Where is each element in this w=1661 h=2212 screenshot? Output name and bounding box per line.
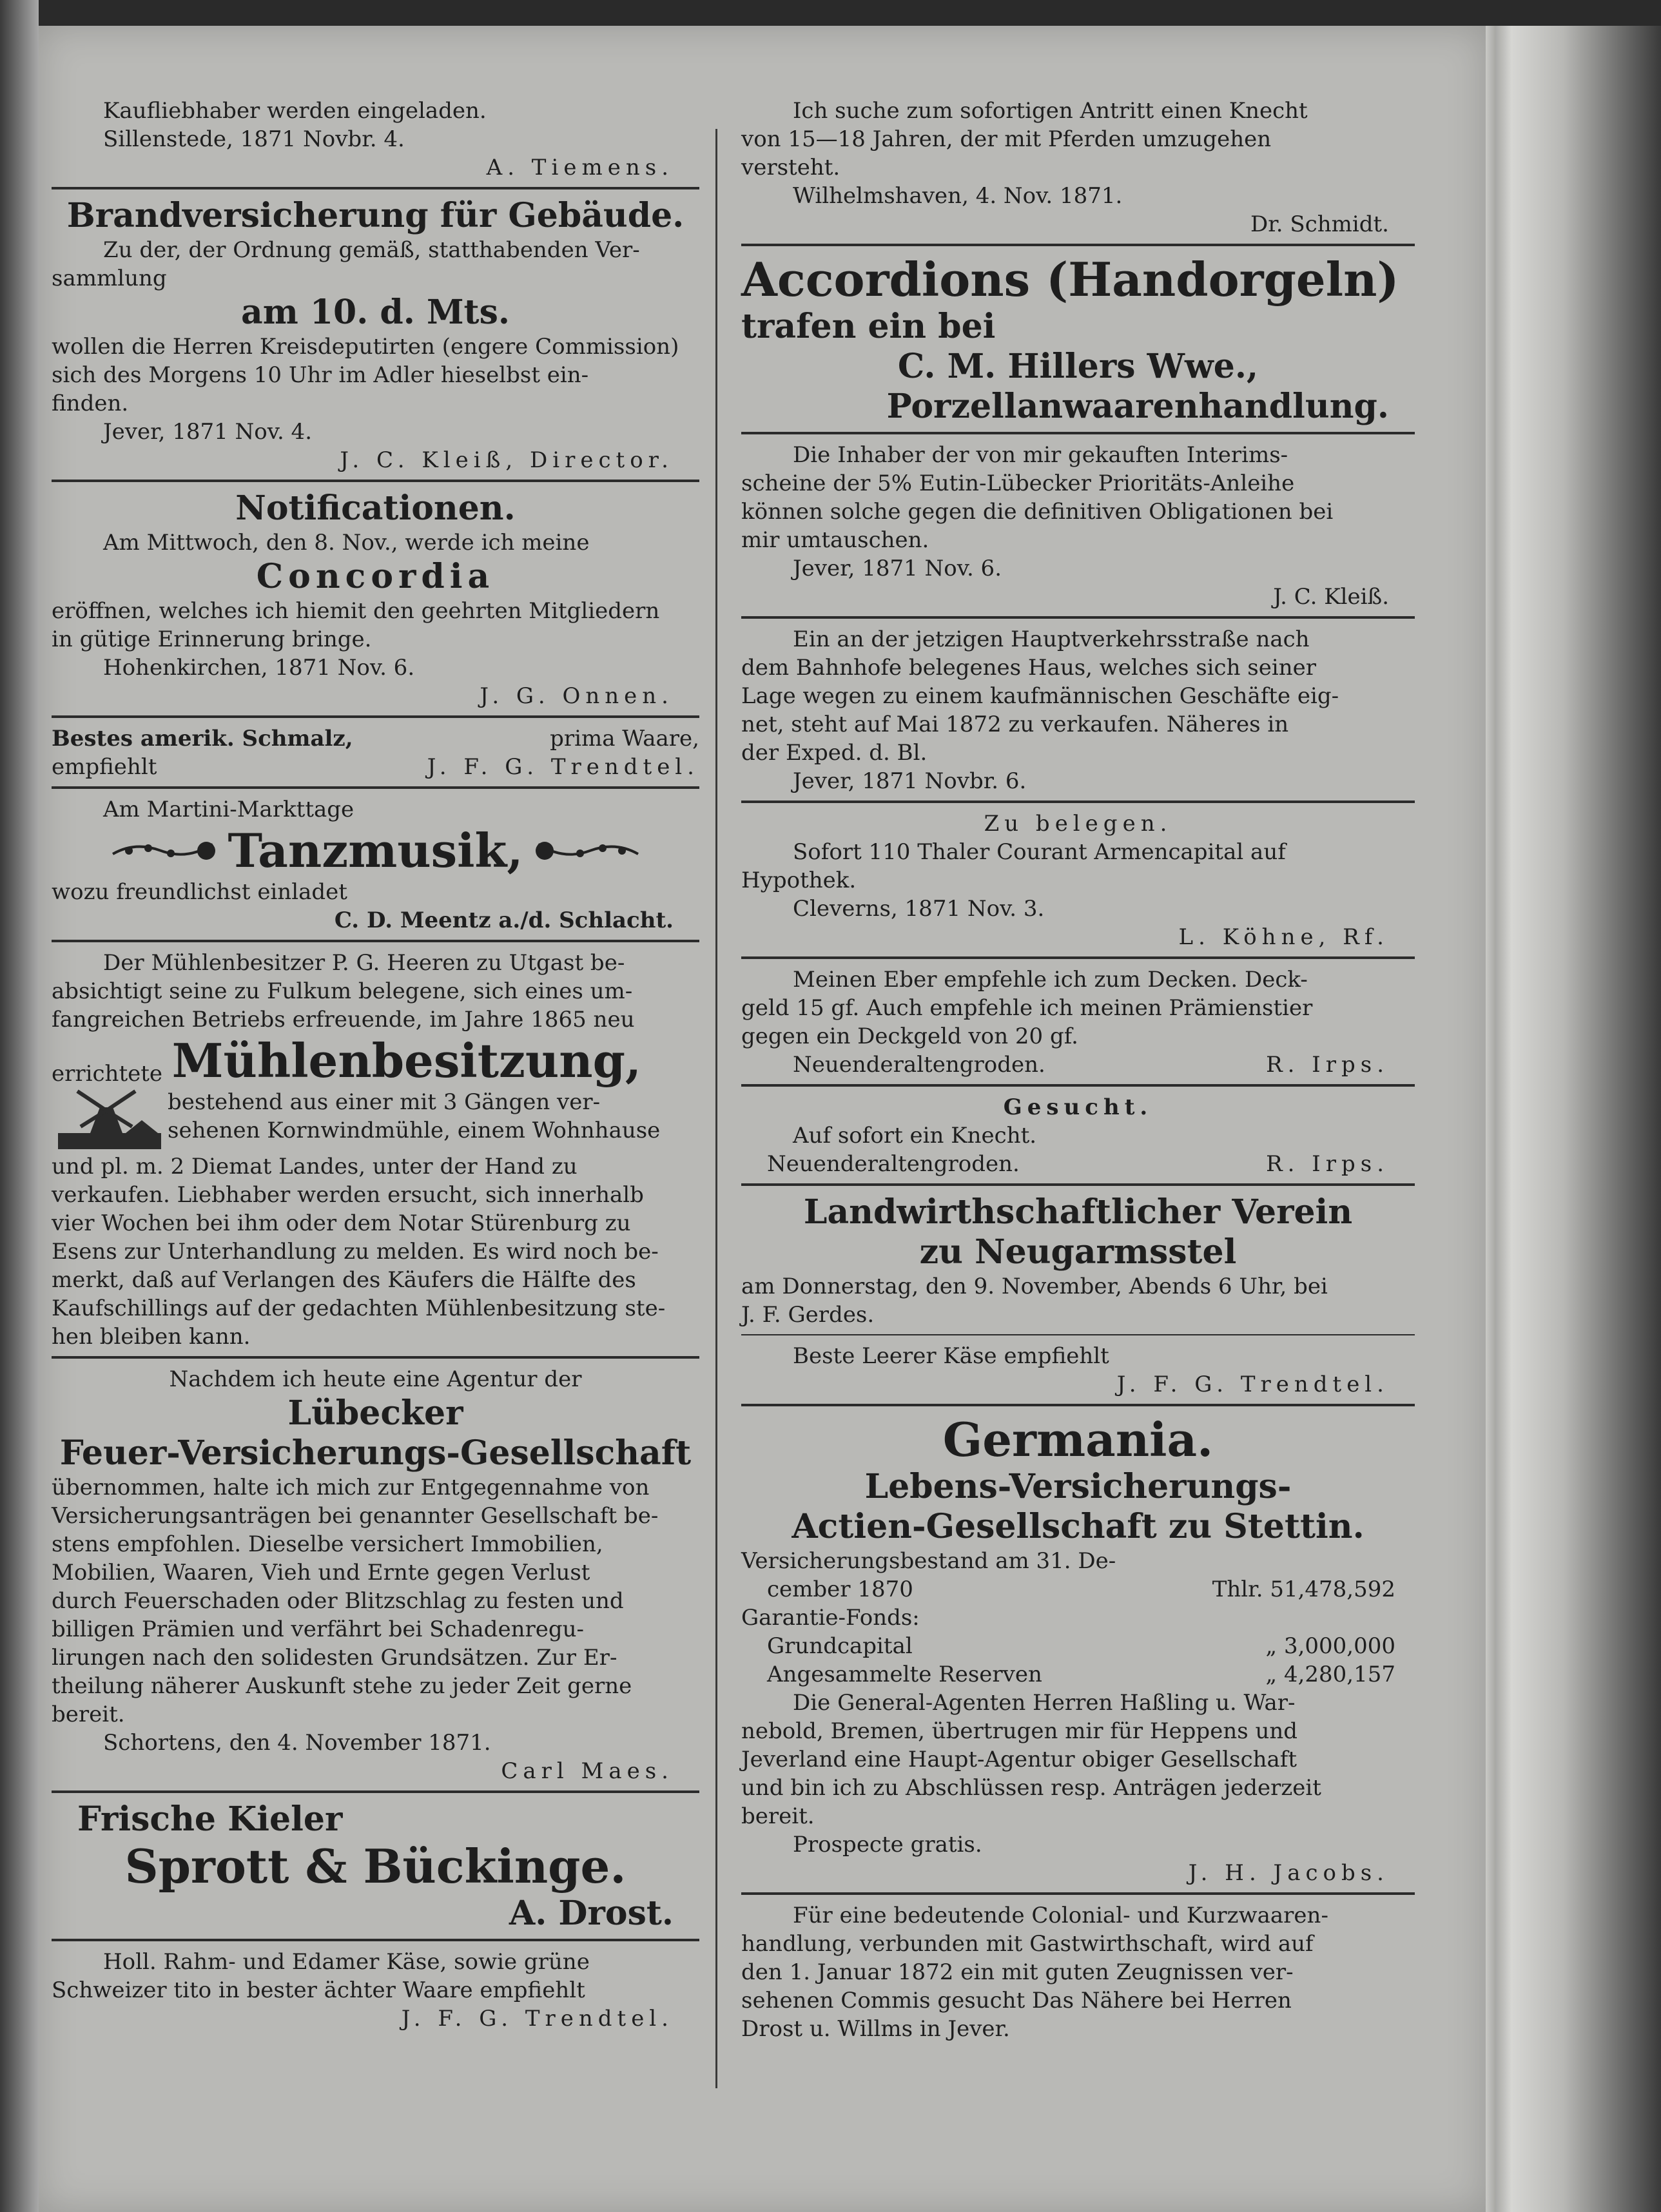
ad-accordions [741,253,1415,427]
ad-fund-value: „ 4,280,157 [1265,1662,1395,1687]
ad-line: Kaufliebhaber werden eingeladen. [103,98,487,124]
ad-line: stens empfohlen. Dieselbe versichert Immobilien, [52,1531,603,1557]
ad-place-date: Wilhelmshaven, 4. Nov. 1871. [793,183,1123,209]
ad-notificationen [52,489,699,710]
ad-line: Sofort 110 Thaler Courant Armencapital auf [793,839,1286,865]
rule [741,1404,1415,1406]
ad-place-date: Cleverns, 1871 Nov. 3. [793,896,1045,922]
ad-title: Sprott & Bückinge. [124,1839,627,1894]
ad-haus-verkauf [741,625,1415,795]
ad-line: billigen Prämien und verfährt bei Schadenregu- [52,1616,584,1642]
right-column [741,97,1415,2043]
ad-line: Am Martini-Markttage [103,797,355,822]
ad-line: eröffnen, welches ich hiemit den geehrten Mitgliedern [52,598,660,624]
rule [741,800,1415,803]
ad-line: Versicherungsanträgen bei genannter Gesellschaft be- [52,1503,659,1529]
rule [52,940,699,942]
ad-signer: R. Irps. [1266,1052,1389,1078]
page-edge-right [1486,26,1661,2212]
ad-brandversicherung [52,196,699,474]
flourish-right-icon [532,831,641,870]
ad-line: empfiehlt [52,754,157,780]
ad-line: Zu der, der Ordnung gemäß, statthabenden Ver- [103,237,640,263]
ad-germania [741,1413,1415,1887]
rule [741,1892,1415,1895]
ad-line: prima Waare, [550,726,699,752]
ad-signer: A. Drost. [509,1894,674,1933]
ad-knecht-gesucht [741,97,1415,238]
ad-signer: J. G. Onnen. [480,683,674,709]
ad-line: Auf sofort ein Knecht. [793,1123,1037,1149]
ad-line: Ein an der jetzigen Hauptverkehrsstraße nach [793,626,1310,652]
left-column [52,97,699,2033]
ad-signer: Dr. Schmidt. [1250,211,1389,237]
ad-title: Lübecker [287,1393,463,1433]
ad-line: mir umtauschen. [741,527,929,553]
ad-fund-label: Angesammelte Reserven [767,1662,1042,1687]
ad-landwirthschaftlicher-verein [741,1192,1415,1329]
ad-signer: J. F. G. Trendtel. [401,2006,674,2032]
ad-title: zu Neugarmsstel [919,1232,1237,1272]
ad-line: net, steht auf Mai 1872 zu verkaufen. Näheres in [741,712,1289,737]
ad-line: geld 15 gf. Auch empfehle ich meinen Prämienstier [741,995,1313,1021]
ad-line: Meinen Eber empfehle ich zum Decken. Deck- [793,967,1308,993]
ad-signer: J. C. Kleiß. [1273,584,1389,610]
ad-line: scheine der 5% Eutin-Lübecker Prioritäts-Anleihe [741,471,1295,496]
ad-luebecker-feuerversicherung [52,1365,699,1785]
ad-line: Jeverland eine Haupt-Agentur obiger Gesellschaft [741,1747,1297,1772]
ad-line: sammlung [52,266,167,291]
ad-sprott-buecklinge [52,1800,699,1934]
ad-line: theilung näherer Auskunft stehe zu jeder Zeit gerne [52,1673,632,1699]
ad-signer: R. Irps. [1266,1151,1389,1177]
column-divider [715,129,717,2088]
ad-fund-value: „ 3,000,000 [1265,1633,1395,1659]
ad-line: dem Bahnhofe belegenes Haus, welches sich seiner [741,655,1316,681]
ad-schmalz [52,724,699,781]
ad-product: Bestes amerik. Schmalz, [52,726,353,752]
ad-line: bereit. [741,1803,815,1829]
ad-line: verkaufen. Liebhaber werden ersucht, sich innerhalb [52,1182,644,1208]
ad-amount: Thlr. 51,478,592 [1212,1577,1395,1602]
ad-tanzmusik [52,795,699,935]
ad-line: handlung, verbunden mit Gastwirthschaft, wird auf [741,1931,1314,1957]
ad-fund-label: Grundcapital [767,1633,913,1659]
ad-signer: A. Tiemens. [486,155,674,180]
ad-eber [741,965,1415,1079]
ad-line: J. F. Gerdes. [741,1302,875,1328]
ad-signer: L. Köhne, Rf. [1178,924,1389,950]
ad-title: Frische Kieler [77,1800,343,1839]
ad-zu-belegen [741,810,1415,951]
rule [741,244,1415,246]
ad-muehlenbesitzung [52,949,699,1351]
rule [52,480,699,482]
ad-title: Notificationen. [235,489,516,528]
ad-subtitle: Porzellanwaarenhandlung. [886,387,1389,426]
ad-line: finden. [52,391,129,416]
ad-line: hen bleiben kann. [52,1324,251,1350]
ad-firm: C. M. Hillers Wwe., [897,347,1259,386]
ad-line: und bin ich zu Abschlüssen resp. Anträgen jederzeit [741,1775,1321,1801]
ad-line: sich des Morgens 10 Uhr im Adler hieselbst ein- [52,362,589,388]
ad-title: Mühlenbesitzung, [171,1033,641,1088]
ad-line: Die General-Agenten Herren Haßling u. War- [793,1690,1296,1716]
ad-line: übernommen, halte ich mich zur Entgegennahme von [52,1475,650,1500]
ad-line: nebold, Bremen, übertrugen mir für Heppens und [741,1718,1298,1744]
ornament-row [52,824,699,878]
ad-commis-gesucht [741,1901,1415,2043]
ad-line: Prospecte gratis. [793,1832,982,1858]
rule [741,1084,1415,1087]
ad-title: Tanzmusik, [228,823,523,878]
ad-line: wollen die Herren Kreisdeputirten (engere Commission) [52,334,679,360]
rule [52,1356,699,1359]
ad-line: Lage wegen zu einem kaufmännischen Geschäfte eig- [741,683,1339,709]
ad-line: bereit. [52,1702,125,1727]
ad-place: Neuenderaltengroden. [767,1151,1020,1177]
ad-name-heading: Concordia [256,557,495,596]
ad-interimsscheine [741,441,1415,611]
ad-title: Brandversicherung für Gebäude. [66,196,685,235]
ad-line: können solche gegen die definitiven Obligationen bei [741,499,1334,525]
ad-line: Für eine bedeutende Colonial- und Kurzwaaren- [793,1903,1328,1928]
rule [52,786,699,789]
ad-line: den 1. Januar 1872 ein mit guten Zeugnissen ver- [741,1959,1294,1985]
ad-place-date: Jever, 1871 Novbr. 6. [793,768,1027,794]
rule [741,1334,1415,1335]
ad-line: Versicherungsbestand am 31. De- [741,1548,1116,1574]
ad-place-date: Hohenkirchen, 1871 Nov. 6. [103,655,415,681]
ad-line: vier Wochen bei ihm oder dem Notar Stürenburg zu [52,1210,631,1236]
ad-title: Feuer-Versicherungs-Gesellschaft [59,1433,692,1473]
rule [52,1790,699,1793]
flourish-left-icon [110,831,219,870]
ad-signer: Carl Maes. [501,1758,674,1784]
ad-line: Mobilien, Waaren, Vieh und Ernte gegen Verlust [52,1560,590,1586]
ad-line: lirungen nach den solidesten Grundsätzen. Zur Er- [52,1645,617,1671]
ad-line: sehenen Kornwindmühle, einem Wohnhause [168,1118,661,1143]
ad-line: Kaufschillings auf der gedachten Mühlenbesitzung ste- [52,1295,666,1321]
ad-line: fangreichen Betriebs erfreuende, im Jahre 1865 neu [52,1007,635,1033]
ad-line: am Donnerstag, den 9. November, Abends 6 Uhr, bei [741,1274,1328,1299]
ad-line: Beste Leerer Käse empfiehlt [793,1343,1109,1369]
ad-kaufliebhaber [52,97,699,182]
ad-line: Drost u. Willms in Jever. [741,2016,1010,2042]
ad-leerer-kaese [741,1342,1415,1399]
ad-line: von 15—18 Jahren, der mit Pferden umzugehen [741,126,1272,152]
ad-title: Actien-Gesellschaft zu Stettin. [792,1507,1365,1546]
ad-line: errichtete [52,1061,163,1087]
ad-title: Landwirthschaftlicher Verein [803,1192,1353,1232]
ad-line: durch Feuerschaden oder Blitzschlag zu festen und [52,1588,624,1614]
ad-line: Nachdem ich heute eine Agentur der [169,1366,582,1392]
ad-line: Holl. Rahm- und Edamer Käse, sowie grüne [103,1949,590,1975]
ad-gesucht [741,1093,1415,1178]
ad-line: absichtigt seine zu Fulkum belegene, sich eines um- [52,978,633,1004]
ad-line: bestehend aus einer mit 3 Gängen ver- [168,1089,601,1115]
ad-place-date: Jever, 1871 Nov. 6. [793,556,1002,581]
ad-line: sehenen Commis gesucht Das Nähere bei Herren [741,1988,1292,2013]
ad-signer: J. C. Kleiß, Director. [340,447,674,473]
ad-line: und pl. m. 2 Diemat Landes, unter der Hand zu [52,1154,578,1179]
rule [52,1939,699,1941]
ad-place-date: Sillenstede, 1871 Novbr. 4. [103,126,405,152]
rule [741,1183,1415,1186]
ad-place-date: Schortens, den 4. November 1871. [103,1730,491,1756]
ad-line: wozu freundlichst einladet [52,879,347,905]
rule [52,187,699,189]
ad-line: Esens zur Unterhandlung zu melden. Es wird noch be- [52,1239,659,1265]
ad-title: Lebens-Versicherungs- [864,1467,1292,1506]
windmill-icon [52,1088,168,1152]
ad-line: Ich suche zum sofortigen Antritt einen Knecht [793,98,1308,124]
ad-signer: J. F. G. Trendtel. [427,754,699,780]
rule [741,432,1415,434]
ad-kaese [52,1948,699,2033]
ad-title: Zu belegen. [984,811,1172,837]
ad-line: Schweizer tito in bester ächter Waare empfiehlt [52,1977,585,2003]
ad-line: gegen ein Deckgeld von 20 gf. [741,1024,1078,1049]
ad-line: merkt, daß auf Verlangen des Käufers die Hälfte des [52,1267,636,1293]
ad-line: versteht. [741,155,840,180]
ad-line: Der Mühlenbesitzer P. G. Heeren zu Utgast be- [103,950,625,976]
ad-place-date: Jever, 1871 Nov. 4. [103,419,312,445]
ad-line: trafen ein bei [741,307,996,346]
ad-date-heading: am 10. d. Mts. [241,293,510,332]
rule [741,616,1415,619]
ad-line: Die Inhaber der von mir gekauften Interims- [793,442,1288,468]
ad-signer: J. H. Jacobs. [1188,1860,1389,1886]
scan-edge-left [0,0,39,2212]
ad-line: Am Mittwoch, den 8. Nov., werde ich meine [103,530,590,556]
ad-line: cember 1870 [767,1577,913,1602]
ad-title: Accordions (Handorgeln) [741,252,1399,307]
ad-line: Hypothek. [741,868,857,893]
ad-title: Germania. [942,1412,1214,1467]
ad-line: Garantie-Fonds: [741,1605,920,1631]
rule [52,715,699,718]
ad-line: in gütige Erinnerung bringe. [52,626,372,652]
ad-line: der Exped. d. Bl. [741,740,928,766]
rule [741,956,1415,959]
ad-place: Neuenderaltengroden. [793,1052,1045,1078]
ad-signer: J. F. G. Trendtel. [1116,1372,1389,1397]
ad-title: Gesucht. [1003,1094,1153,1120]
ad-signer: C. D. Meentz a./d. Schlacht. [334,907,674,933]
